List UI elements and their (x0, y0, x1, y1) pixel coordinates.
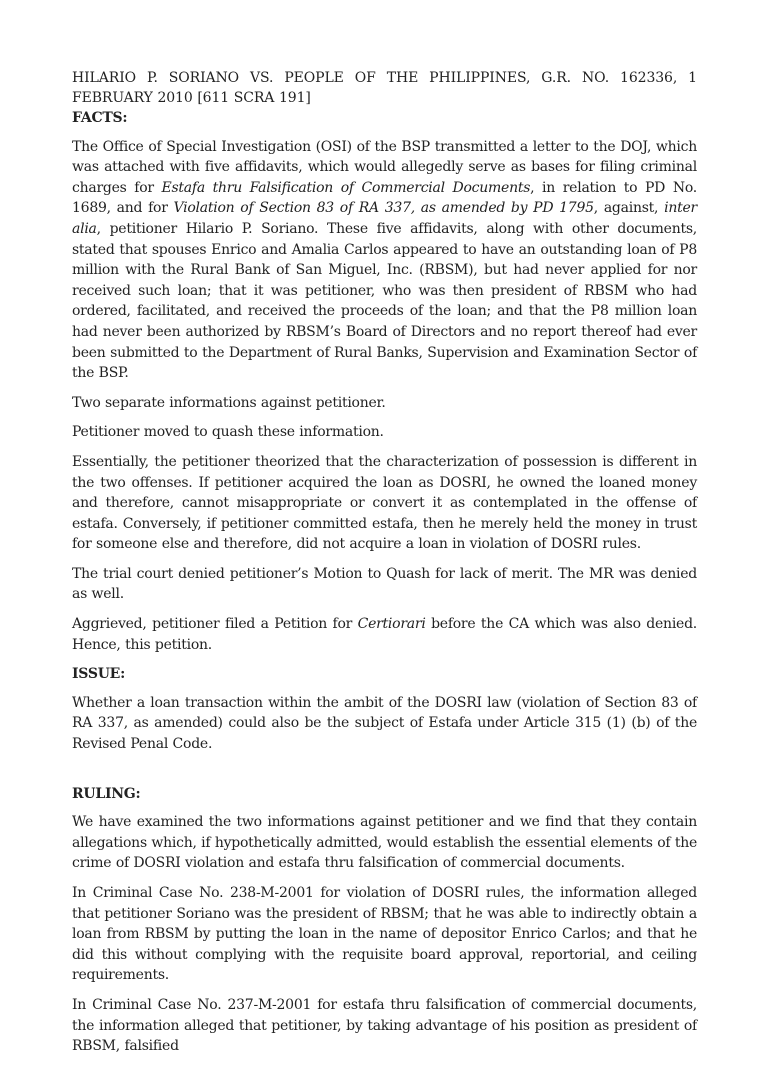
facts-p6-italic-b: Certiorari (357, 616, 426, 633)
ruling-paragraph-1: We have examined the two informations against petitioner and we find that they contain allegations which, if hypothetically admitted, would establish the essential elements of the crime of DOSRI violation and estafa thru falsification of commercial documents. (72, 814, 697, 872)
facts-p1-text-e: , against, (593, 200, 665, 217)
facts-p1-italic-f: inter alia (72, 200, 697, 237)
facts-p6-text-a: Aggrieved, petitioner filed a Petition for (72, 616, 358, 633)
facts-paragraph-2: Two separate informations against petitioner. (72, 394, 386, 411)
facts-paragraph-3: Petitioner moved to quash these information. (72, 424, 384, 441)
facts-paragraph-6 (72, 614, 697, 655)
ruling-paragraph-2: In Criminal Case No. 238-M-2001 for violation of DOSRI rules, the information alleged that petitioner Soriano was the president of RBSM; that he was able to indirectly obtain a loan from RBSM by putting the loan in the name of depositor Enrico Carlos; and that he did this without complying with the requisite board approval, reportorial, and ceiling requirements. (72, 885, 697, 984)
facts-p1-italic-d: Violation of Section 83 of RA 337, as amended by PD 1795 (173, 200, 594, 217)
facts-p1-italic-b: Estafa thru Falsification of Commercial Documents (161, 179, 531, 196)
issue-heading: ISSUE: (72, 666, 126, 683)
ruling-heading: RULING: (72, 785, 141, 802)
facts-paragraph-5: The trial court denied petitioner’s Motion to Quash for lack of merit. The MR was denied as well. (72, 565, 697, 603)
facts-paragraph-4: Essentially, the petitioner theorized that the characterization of possession is different in the two offenses. If petitioner acquired the loan as DOSRI, he owned the loaned money and therefore, cannot misappropriate or convert it as contemplated in the offense of estafa. Conversely, if petitioner committed estafa, then he merely held the money in trust for someone else and therefore, did not acquire a loan in violation of DOSRI rules. (72, 453, 697, 553)
facts-p1-text-g: , petitioner Hilario P. Soriano. These five affidavits, along with other documents, stated that spouses Enrico and Amalia Carlos appeared to have an outstanding loan of P8 million with the Rural Bank of San Miguel, Inc. (RBSM), but had never applied for nor received such loan; that it was petitioner, who was then president of RBSM who had ordered, facilitated, and received the proceeds of the loan; and that the P8 million loan had never been authorized by RBSM’s Board of Directors and no report thereof had ever been submitted to the Department of Rural Banks, Supervision and Examination Sector of the BSP. (72, 220, 697, 382)
facts-p6-text-c: before the CA which was also denied. Hence, this petition. (72, 616, 697, 653)
case-title: HILARIO P. SORIANO VS. PEOPLE OF THE PHILIPPINES, G.R. NO. 162336, 1 FEBRUARY 2010 [611 SCRA 191] (72, 70, 697, 106)
facts-heading: FACTS: (72, 110, 128, 126)
facts-p1-text-a: The Office of Special Investigation (OSI) of the BSP transmitted a letter to the DOJ, which was attached with five affidavits, which would allegedly serve as bases for filing criminal charges for (72, 138, 697, 196)
document-body (72, 68, 697, 1066)
ruling-paragraph-3: In Criminal Case No. 237-M-2001 for estafa thru falsification of commercial documents, the information alleged that petitioner, by taking advantage of his position as president of RBSM, falsified (72, 996, 697, 1055)
facts-p1-text-c: , in relation to PD No. 1689, and for (72, 179, 697, 217)
facts-paragraph-1 (72, 137, 697, 384)
issue-paragraph: Whether a loan transaction within the ambit of the DOSRI law (violation of Section 83 of RA 337, as amended) could also be the subject of Estafa under Article 315 (1) (b) of the Revised Penal Code. (72, 694, 697, 753)
